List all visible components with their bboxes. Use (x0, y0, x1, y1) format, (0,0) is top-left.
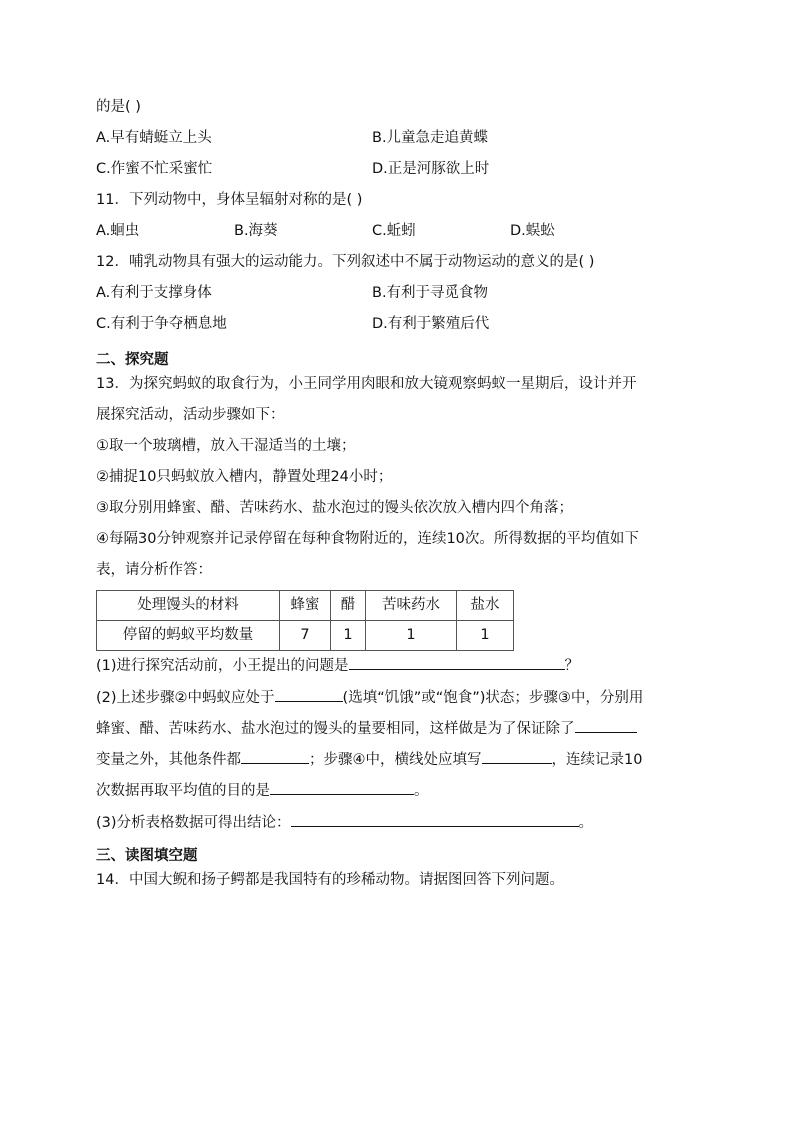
ant-data-table (96, 590, 514, 651)
table-header-cell: 盐水 (457, 591, 514, 621)
table-header-cell: 醋 (331, 591, 366, 621)
answer-blank[interactable] (349, 654, 565, 670)
q13-sub2-line1 (96, 686, 643, 708)
q13-step3: ③取分别用蜂蜜、醋、苦味药水、盐水泡过的馒头依次放入槽内四个角落； (96, 500, 573, 516)
section-title-inquiry: 二、探究题 (96, 352, 169, 368)
q13-sub2-text: ；步骤④中，横线处应填写 (309, 752, 482, 768)
table-header-cell: 蜂蜜 (280, 591, 331, 621)
q13-sub2-line2 (96, 717, 637, 739)
answer-blank[interactable] (275, 686, 343, 702)
q11-stem: 11．下列动物中，身体呈辐射对称的是( ) (96, 192, 363, 208)
q13-sub2-text: (选填“饥饿”或“饱食”)状态；步骤③中，分别用 (342, 690, 644, 706)
q13-step4-line1: ④每隔30分钟观察并记录停留在每种食物附近的，连续10次。所得数据的平均值如下 (96, 531, 639, 547)
answer-blank[interactable] (575, 717, 637, 733)
q13-sub2-text: 次数据再取平均值的目的是 (96, 783, 270, 799)
q13-sub1 (96, 654, 579, 676)
q12-stem: 12．哺乳动物具有强大的运动能力。下列叙述中不属于动物运动的意义的是( ) (96, 254, 595, 270)
q13-sub2-text: 蜂蜜、醋、苦味药水、盐水泡过的馒头的量要相同，这样做是为了保证除了 (96, 721, 575, 737)
table-header-cell: 处理馒头的材料 (97, 591, 280, 621)
q12-option-a: A.有利于支撑身体 (96, 285, 212, 301)
q13-sub1-mark: ？ (564, 658, 580, 674)
q13-sub2-text: (2)上述步骤②中蚂蚁应处于 (96, 690, 275, 706)
q11-option-d: D.蜈蚣 (510, 223, 555, 239)
q13-sub2-line4 (96, 779, 429, 801)
q13-sub3-mark: 。 (578, 815, 594, 831)
section-title-diagram: 三、读图填空题 (96, 848, 198, 864)
q13-sub3 (96, 811, 593, 833)
table-row (97, 621, 514, 651)
q11-option-c: C.蚯蚓 (372, 223, 416, 239)
table-cell: 1 (457, 621, 514, 651)
q13-step1: ①取一个玻璃槽，放入干湿适当的土壤； (96, 438, 356, 454)
q10-option-a: A.早有蜻蜓立上头 (96, 130, 212, 146)
q10-option-d: D.正是河豚欲上时 (372, 161, 490, 177)
q13-sub1-text: (1)进行探究活动前，小王提出的问题是 (96, 658, 349, 674)
q11-option-b: B.海葵 (234, 223, 278, 239)
answer-blank[interactable] (270, 779, 414, 795)
q13-sub2-text: 。 (414, 783, 429, 799)
table-cell: 7 (280, 621, 331, 651)
q10-stem-tail: 的是( ) (96, 99, 141, 115)
table-header-row (97, 591, 514, 621)
q12-option-d: D.有利于繁殖后代 (372, 316, 490, 332)
answer-blank[interactable] (482, 748, 552, 764)
q13-step4-line2: 表，请分析作答： (96, 562, 212, 578)
q13-step2: ②捕捉10只蚂蚁放入槽内，静置处理24小时； (96, 469, 393, 485)
table-cell: 1 (331, 621, 366, 651)
q13-stem-line1: 13．为探究蚂蚁的取食行为，小王同学用肉眼和放大镜观察蚂蚁一星期后，设计并开 (96, 376, 637, 392)
answer-blank[interactable] (241, 748, 309, 764)
q14-stem: 14．中国大鲵和扬子鳄都是我国特有的珍稀动物。请据图回答下列问题。 (96, 872, 564, 888)
q13-sub2-text: ，连续记录10 (551, 752, 643, 768)
q13-sub2-text: 变量之外，其他条件都 (96, 752, 241, 768)
q13-stem-line2: 展探究活动，活动步骤如下： (96, 407, 285, 423)
q10-option-c: C.作蜜不忙采蜜忙 (96, 161, 213, 177)
answer-blank[interactable] (291, 811, 579, 827)
table-cell: 停留的蚂蚁平均数量 (97, 621, 280, 651)
q12-option-c: C.有利于争夺栖息地 (96, 316, 227, 332)
q13-sub3-text: (3)分析表格数据可得出结论： (96, 815, 291, 831)
q10-option-b: B.儿童急走追黄蝶 (372, 130, 489, 146)
table-cell: 1 (366, 621, 457, 651)
q12-option-b: B.有利于寻觅食物 (372, 285, 489, 301)
q11-option-a: A.蛔虫 (96, 223, 140, 239)
table-header-cell: 苦味药水 (366, 591, 457, 621)
q13-sub2-line3 (96, 748, 642, 770)
